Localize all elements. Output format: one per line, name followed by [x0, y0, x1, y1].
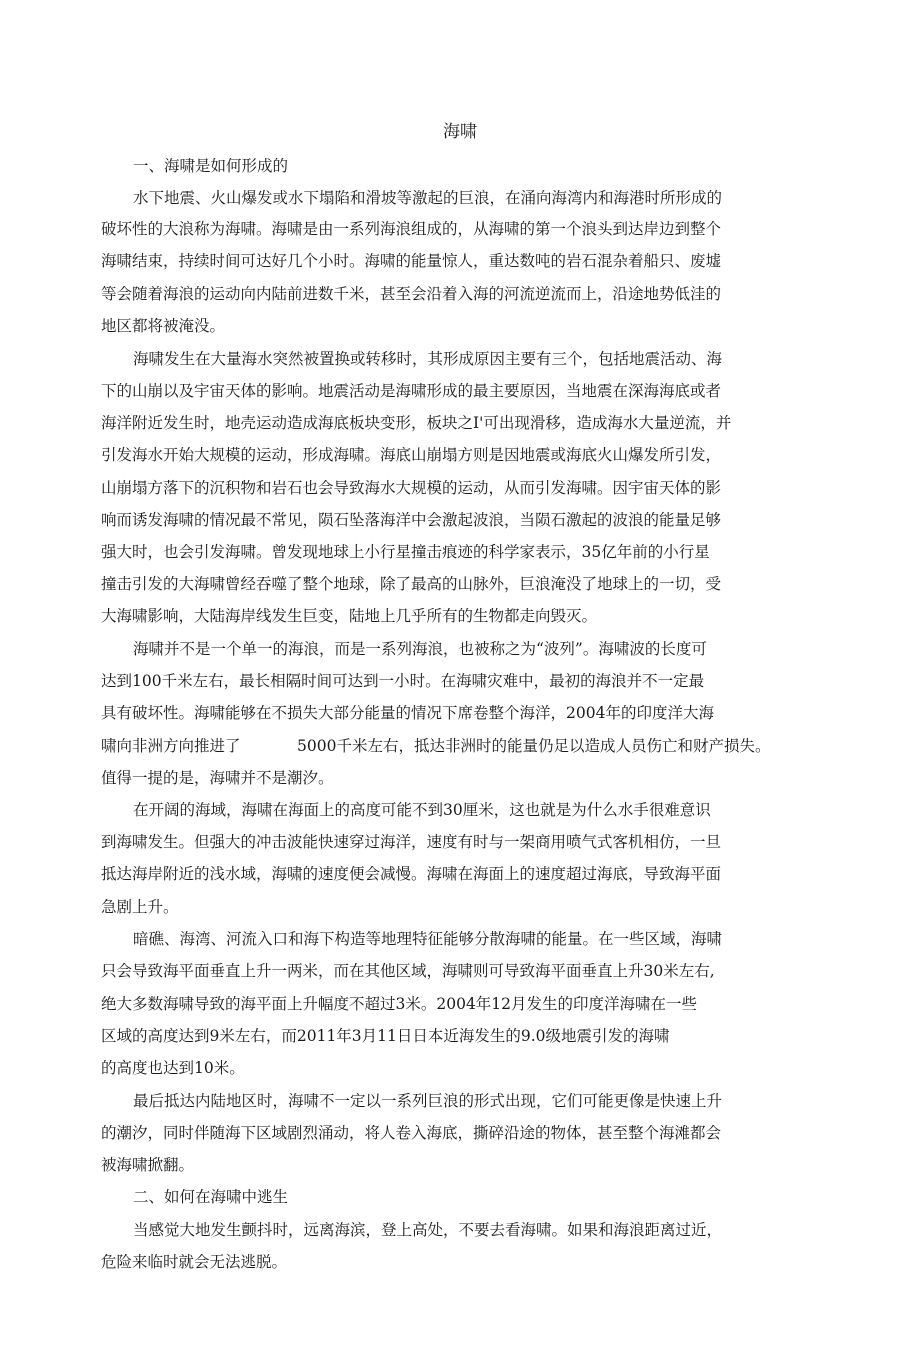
paragraph-line: 水下地震、火山爆发或水下塌陷和滑坡等激起的巨浪，在涌向海湾内和海港时所形成的 — [133, 189, 723, 207]
paragraph-line: 啸向非洲方向推进了 — [101, 737, 241, 755]
paragraph-line: 最后抵达内陆地区时，海啸不一定以一系列巨浪的形式出现，它们可能更像是快速上升 — [133, 1092, 723, 1110]
paragraph-line: 的潮汐，同时伴随海下区域剧烈涌动，将人卷入海底，撕碎沿途的物体，甚至整个海滩都会 — [101, 1124, 722, 1142]
paragraph-line: 海啸并不是一个单一的海浪，而是一系列海浪，也被称之为“波列”。海啸波的长度可 — [133, 640, 707, 658]
paragraph-line: 抵达海岸附近的浅水域，海啸的速度便会减慢。海啸在海面上的速度超过海底，导致海平面 — [101, 865, 722, 883]
section-heading: 二、如何在海啸中逃生 — [133, 1188, 289, 1206]
paragraph-line: 等会随着海浪的运动向内陆前进数千米，甚至会沿着入海的河流逆流而上，沿途地势低洼的 — [101, 285, 722, 303]
paragraph-line: 地区都将被淹没。 — [101, 317, 226, 335]
document-title: 海啸 — [443, 122, 477, 142]
paragraph-line: 的高度也达到10米。 — [101, 1059, 245, 1077]
paragraph-line: 暗礁、海湾、河流入口和海下构造等地理特征能够分散海啸的能量。在一些区域，海啸 — [133, 930, 723, 948]
paragraph-line: 响而诱发海啸的情况最不常见，陨石坠落海洋中会激起波浪，当陨石激起的波浪的能量足够 — [101, 511, 722, 529]
paragraph-line: 海啸结束，持续时间可达好几个小时。海啸的能量惊人，重达数吨的岩石混杂着船只、废墟 — [101, 252, 722, 270]
paragraph-line: 值得一提的是，海啸并不是潮汐。 — [101, 769, 334, 787]
paragraph-line: 只会导致海平面垂直上升一两米，而在其他区域，海啸则可导致海平面垂直上升30米左右, — [101, 962, 715, 980]
paragraph-line: 到海啸发生。但强大的冲击波能快速穿过海洋，速度有时与一架商用喷气式客机相仿，一旦 — [101, 833, 722, 851]
paragraph-line: 下的山崩以及宇宙天体的影响。地震活动是海啸形成的最主要原因，当地震在深海海底或者 — [101, 382, 722, 400]
paragraph-line: 5000千米左右，抵达非洲时的能量仍足以造成人员伤亡和财产损失。 — [297, 737, 771, 755]
paragraph-line: 破坏性的大浪称为海啸。海啸是由一系列海浪组成的，从海啸的第一个浪头到达岸边到整个 — [101, 220, 722, 238]
paragraph-line: 急剧上升。 — [101, 898, 179, 916]
paragraph-line: 危险来临时就会无法逃脱。 — [101, 1253, 288, 1271]
paragraph-line: 具有破坏性。海啸能够在不损失大部分能量的情况下席卷整个海洋，2004年的印度洋大海 — [101, 704, 714, 722]
paragraph-line: 绝大多数海啸导致的海平面上升幅度不超过3米。2004年12月发生的印度洋海啸在一些 — [101, 995, 698, 1013]
paragraph-line: 达到100千米左右，最长相隔时间可达到一小时。在海啸灾难中，最初的海浪并不一定最 — [101, 672, 705, 690]
paragraph-line: 海啸发生在大量海水突然被置换或转移时，其形成原因主要有三个，包括地震活动、海 — [133, 350, 723, 368]
paragraph-line: 大海啸影响，大陆海岸线发生巨变，陆地上几乎所有的生物都走向毁灭。 — [101, 607, 598, 625]
paragraph-line: 山崩塌方落下的沉积物和岩石也会导致海水大规模的运动，从而引发海啸。因宇宙天体的影 — [101, 479, 722, 497]
section-heading: 一、海啸是如何形成的 — [133, 157, 289, 175]
paragraph-line: 撞击引发的大海啸曾经吞噬了整个地球，除了最高的山脉外，巨浪淹没了地球上的一切，受 — [101, 575, 722, 593]
paragraph-line: 区域的高度达到9米左右，而2011年3月11日日本近海发生的9.0级地震引发的海啸 — [101, 1027, 670, 1045]
paragraph-line: 被海啸掀翻。 — [101, 1156, 195, 1174]
paragraph-line: 海洋附近发生时，地壳运动造成海底板块变形，板块之I'可出现滑移，造成海水大量逆流，并 — [101, 414, 732, 432]
paragraph-line: 当感觉大地发生颤抖时，远离海滨，登上高处，不要去看海啸。如果和海浪距离过近， — [133, 1221, 723, 1239]
paragraph-line: 在开阔的海域，海啸在海面上的高度可能不到30厘米，这也就是为什么水手很难意识 — [133, 801, 711, 819]
paragraph-line: 强大时，也会引发海啸。曾发现地球上小行星撞击痕迹的科学家表示，35亿年前的小行星 — [101, 543, 710, 561]
paragraph-line: 引发海水开始大规模的运动，形成海啸。海底山崩塌方则是因地震或海底火山爆发所引发， — [101, 446, 722, 464]
